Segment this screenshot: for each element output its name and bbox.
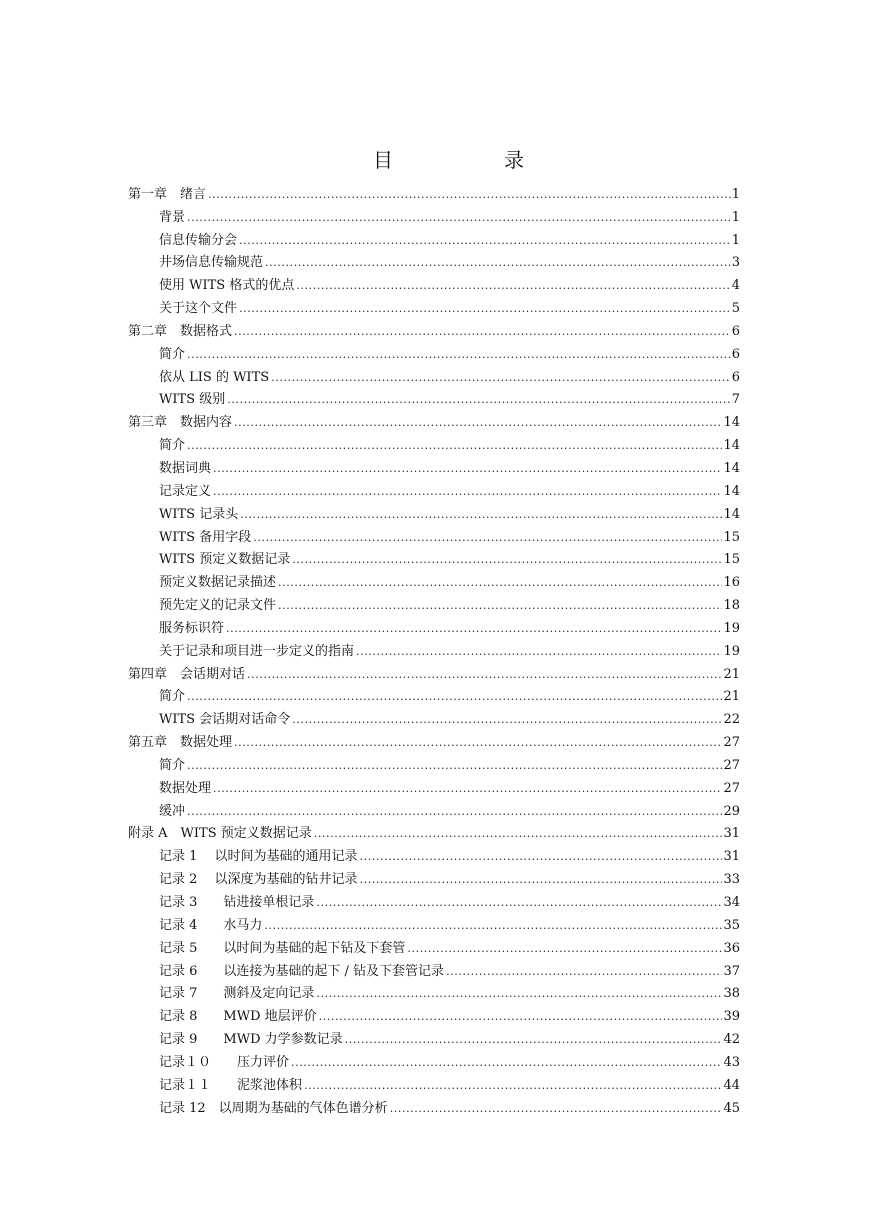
toc-entry-label: WITS 级别 bbox=[159, 392, 226, 408]
toc-section-entry[interactable] bbox=[128, 271, 740, 294]
toc-page-number: 22 bbox=[723, 712, 740, 728]
toc-title bbox=[0, 144, 869, 172]
toc-dot-leader bbox=[265, 255, 731, 271]
toc-dot-leader bbox=[240, 507, 722, 523]
toc-page-number: 36 bbox=[723, 940, 740, 956]
toc-page-number: 6 bbox=[731, 369, 740, 385]
toc-page-number: 43 bbox=[723, 1054, 740, 1070]
toc-section-entry[interactable] bbox=[128, 888, 740, 911]
toc-section-entry[interactable] bbox=[128, 774, 740, 797]
toc-entry-label: 第五章 数据处理 bbox=[128, 735, 233, 751]
toc-dot-leader bbox=[234, 324, 731, 340]
toc-page-number: 37 bbox=[723, 963, 740, 979]
toc-dot-leader bbox=[264, 918, 722, 934]
toc-entry-label: 信息传输分会 bbox=[159, 232, 238, 248]
toc-entry-label: 数据处理 bbox=[159, 780, 212, 796]
toc-dot-leader bbox=[187, 689, 722, 705]
toc-entry-label: 记录 12 以周期为基础的气体色谱分析 bbox=[159, 1100, 388, 1116]
toc-entry-label: 第四章 会话期对话 bbox=[128, 666, 246, 682]
toc-entry-label: WITS 会话期对话命令 bbox=[159, 712, 291, 728]
toc-dot-leader bbox=[239, 301, 731, 317]
toc-section-entry[interactable] bbox=[128, 934, 740, 957]
toc-dot-leader bbox=[278, 575, 722, 591]
toc-section-entry[interactable] bbox=[128, 477, 740, 500]
toc-chapter-entry[interactable] bbox=[128, 317, 740, 340]
toc-dot-leader bbox=[390, 1101, 723, 1117]
toc-entry-label: 简介 bbox=[159, 689, 186, 705]
toc-page-number: 27 bbox=[723, 780, 740, 796]
toc-dot-leader bbox=[278, 598, 722, 614]
toc-section-entry[interactable] bbox=[128, 568, 740, 591]
toc-dot-leader bbox=[296, 278, 730, 294]
toc-page-number: 1 bbox=[731, 232, 740, 248]
toc-entry-label: 服务标识符 bbox=[159, 620, 225, 636]
toc-page-number: 14 bbox=[723, 506, 740, 522]
toc-page-number: 15 bbox=[723, 552, 740, 568]
toc-section-entry[interactable] bbox=[128, 683, 740, 706]
toc-section-entry[interactable] bbox=[128, 340, 740, 363]
toc-page-number: 38 bbox=[723, 986, 740, 1002]
toc-page-number: 19 bbox=[723, 643, 740, 659]
toc-page-number: 14 bbox=[723, 438, 740, 454]
toc-section-entry[interactable] bbox=[128, 614, 740, 637]
toc-entry-label: 关于记录和项目进一步定义的指南 bbox=[159, 643, 355, 659]
toc-page-number: 27 bbox=[723, 757, 740, 773]
toc-entry-label: 第一章 绪言 bbox=[128, 186, 207, 202]
toc-page-number: 1 bbox=[731, 209, 740, 225]
toc-entry-label: 井场信息传输规范 bbox=[159, 255, 264, 271]
toc-dot-leader bbox=[345, 1032, 723, 1048]
toc-dot-leader bbox=[187, 438, 722, 454]
toc-dot-leader bbox=[314, 826, 723, 842]
toc-dot-leader bbox=[227, 392, 731, 408]
toc-section-entry[interactable] bbox=[128, 1094, 740, 1117]
toc-entry-label: WITS 记录头 bbox=[159, 506, 239, 522]
toc-entry-label: 简介 bbox=[159, 757, 186, 773]
toc-chapter-entry[interactable] bbox=[128, 660, 740, 683]
toc-entry-label: 记录 4 水马力 bbox=[159, 917, 263, 933]
toc-page-number: 5 bbox=[731, 301, 740, 317]
toc-page-number: 6 bbox=[731, 346, 740, 362]
toc-chapter-entry[interactable] bbox=[128, 180, 740, 203]
toc-page-number: 14 bbox=[723, 415, 740, 431]
toc-section-entry[interactable] bbox=[128, 705, 740, 728]
toc-dot-leader bbox=[356, 644, 722, 660]
toc-entry-label: 记录１０ 压力评价 bbox=[159, 1054, 290, 1070]
toc-dot-leader bbox=[234, 735, 722, 751]
toc-page-number: 34 bbox=[723, 895, 740, 910]
toc-chapter-entry[interactable] bbox=[128, 408, 740, 431]
toc-dot-leader bbox=[187, 210, 731, 226]
toc-entry-label: 预定义数据记录描述 bbox=[159, 575, 277, 591]
toc-dot-leader bbox=[319, 1009, 723, 1025]
toc-entry-label: 简介 bbox=[159, 346, 186, 362]
toc-dot-leader bbox=[239, 233, 731, 249]
toc-page-number: 18 bbox=[723, 598, 740, 614]
toc-page-number: 15 bbox=[723, 529, 740, 545]
toc-page-number: 3 bbox=[731, 255, 740, 271]
toc-dot-leader bbox=[360, 849, 723, 865]
toc-dot-leader bbox=[316, 986, 722, 1002]
toc-section-entry[interactable] bbox=[128, 431, 740, 454]
toc-entry-label: 记录 3 钻进接单根记录 bbox=[159, 895, 315, 910]
toc-section-entry[interactable] bbox=[128, 523, 740, 546]
toc-section-entry[interactable] bbox=[128, 294, 740, 317]
toc-entry-label: 记录 2 以深度为基础的钻井记录 bbox=[159, 872, 358, 888]
toc-page-number: 31 bbox=[723, 849, 740, 865]
toc-entry-label: 记录 9 MWD 力学参数记录 bbox=[159, 1032, 343, 1048]
toc-entry-label: WITS 预定义数据记录 bbox=[159, 552, 291, 568]
toc-dot-leader bbox=[226, 621, 722, 637]
toc-dot-leader bbox=[446, 964, 722, 980]
toc-dot-leader bbox=[208, 187, 731, 203]
toc-entry-label: 记录１１ 泥浆池体积 bbox=[159, 1077, 303, 1093]
toc-page-number: 35 bbox=[723, 917, 740, 933]
toc-section-entry[interactable] bbox=[128, 546, 740, 569]
toc-entry-label: 第三章 数据内容 bbox=[128, 415, 233, 431]
toc-dot-leader bbox=[247, 667, 722, 683]
toc-entry-label: 数据词典 bbox=[159, 460, 212, 476]
toc-dot-leader bbox=[292, 712, 722, 728]
toc-entry-label: 记录定义 bbox=[159, 483, 212, 499]
toc-section-entry[interactable] bbox=[128, 1025, 740, 1048]
toc-page-number: 44 bbox=[723, 1077, 740, 1093]
toc-dot-leader bbox=[187, 758, 722, 774]
toc-section-entry[interactable] bbox=[128, 911, 740, 934]
toc-title-left: 目 bbox=[373, 148, 393, 172]
toc-section-entry[interactable] bbox=[128, 865, 740, 888]
toc-page-number: 14 bbox=[723, 460, 740, 476]
toc-entry-label: 使用 WITS 格式的优点 bbox=[159, 278, 295, 294]
toc-section-entry[interactable] bbox=[128, 363, 740, 386]
toc-chapter-entry[interactable] bbox=[128, 820, 740, 843]
toc-section-entry[interactable] bbox=[128, 957, 740, 980]
toc-entry-label: 第二章 数据格式 bbox=[128, 323, 233, 339]
toc-section-entry[interactable] bbox=[128, 751, 740, 774]
toc-entry-label: 背景 bbox=[159, 209, 186, 225]
toc-entry-label: 预先定义的记录文件 bbox=[159, 598, 277, 614]
toc-title-right: 录 bbox=[504, 148, 524, 172]
toc-page-number: 45 bbox=[723, 1100, 740, 1116]
toc-dot-leader bbox=[213, 461, 722, 477]
toc-dot-leader bbox=[360, 872, 723, 888]
table-of-contents bbox=[128, 180, 740, 1117]
toc-section-entry[interactable] bbox=[128, 797, 740, 820]
toc-entry-label: 记录 6 以连接为基础的起下 / 钻及下套管记录 bbox=[159, 963, 445, 979]
toc-page-number: 1 bbox=[731, 186, 740, 202]
toc-page-number: 16 bbox=[723, 575, 740, 591]
toc-dot-leader bbox=[213, 781, 722, 797]
toc-page-number: 19 bbox=[723, 620, 740, 636]
toc-section-entry[interactable] bbox=[128, 226, 740, 249]
toc-dot-leader bbox=[213, 484, 722, 500]
toc-page-number: 42 bbox=[723, 1032, 740, 1048]
toc-dot-leader bbox=[253, 530, 722, 546]
toc-section-entry[interactable] bbox=[128, 454, 740, 477]
toc-dot-leader bbox=[187, 804, 722, 820]
toc-dot-leader bbox=[234, 415, 722, 431]
toc-section-entry[interactable] bbox=[128, 1048, 740, 1071]
toc-page-number: 21 bbox=[723, 666, 740, 682]
toc-page-number: 39 bbox=[723, 1009, 740, 1025]
toc-section-entry[interactable] bbox=[128, 1071, 740, 1094]
toc-section-entry[interactable] bbox=[128, 842, 740, 865]
toc-section-entry[interactable] bbox=[128, 591, 740, 614]
toc-section-entry[interactable] bbox=[128, 980, 740, 1003]
toc-entry-label: 缓冲 bbox=[159, 803, 186, 819]
toc-dot-leader bbox=[407, 941, 722, 957]
toc-entry-label: 依从 LIS 的 WITS bbox=[159, 369, 270, 385]
toc-dot-leader bbox=[292, 552, 722, 568]
toc-section-entry[interactable] bbox=[128, 637, 740, 660]
toc-entry-label: 记录 7 测斜及定向记录 bbox=[159, 986, 315, 1002]
toc-section-entry[interactable] bbox=[128, 203, 740, 226]
toc-page-number: 29 bbox=[723, 803, 740, 819]
toc-entry-label: 简介 bbox=[159, 438, 186, 454]
toc-section-entry[interactable] bbox=[128, 500, 740, 523]
toc-entry-label: 记录 1 以时间为基础的通用记录 bbox=[159, 849, 358, 865]
toc-dot-leader bbox=[271, 370, 731, 386]
toc-section-entry[interactable] bbox=[128, 386, 740, 409]
toc-dot-leader bbox=[304, 1078, 722, 1094]
toc-page-number: 27 bbox=[723, 735, 740, 751]
toc-dot-leader bbox=[187, 347, 731, 363]
toc-section-entry[interactable] bbox=[128, 249, 740, 272]
toc-entry-label: 关于这个文件 bbox=[159, 301, 238, 317]
toc-dot-leader bbox=[291, 1055, 722, 1071]
toc-page-number: 21 bbox=[723, 689, 740, 705]
toc-page-number: 14 bbox=[723, 483, 740, 499]
toc-entry-label: WITS 备用字段 bbox=[159, 529, 252, 545]
toc-page-number: 31 bbox=[723, 826, 740, 842]
toc-entry-label: 记录 8 MWD 地层评价 bbox=[159, 1009, 317, 1025]
toc-chapter-entry[interactable] bbox=[128, 728, 740, 751]
toc-section-entry[interactable] bbox=[128, 1002, 740, 1025]
toc-page-number: 7 bbox=[731, 392, 740, 408]
toc-page-number: 6 bbox=[731, 323, 740, 339]
toc-page-number: 4 bbox=[731, 278, 740, 294]
toc-dot-leader bbox=[316, 895, 722, 911]
toc-page-number: 33 bbox=[723, 872, 740, 888]
toc-entry-label: 记录 5 以时间为基础的起下钻及下套管 bbox=[159, 940, 406, 956]
toc-entry-label: 附录 A WITS 预定义数据记录 bbox=[128, 826, 312, 842]
